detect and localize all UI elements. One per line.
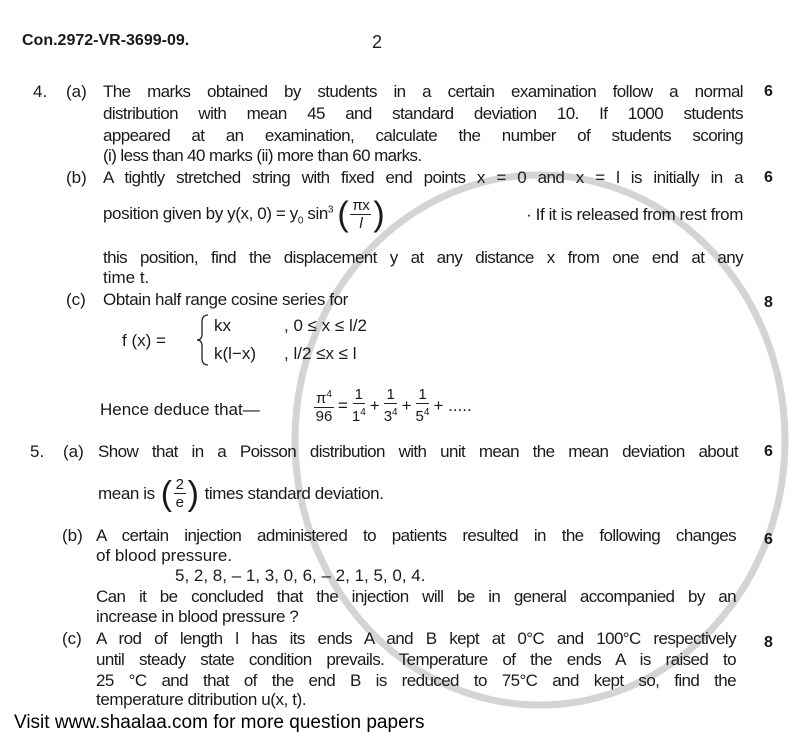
formula-text: sin bbox=[303, 203, 328, 223]
denominator: l bbox=[359, 215, 363, 232]
part-label: (c) bbox=[62, 629, 82, 648]
fraction bbox=[350, 197, 371, 232]
numerator bbox=[314, 386, 334, 408]
question-text: Obtain half range cosine series for bbox=[103, 290, 348, 309]
fraction bbox=[384, 386, 398, 425]
denominator bbox=[352, 404, 366, 425]
superscript: 4 bbox=[326, 389, 332, 400]
marks: 6 bbox=[764, 531, 773, 548]
marks: 6 bbox=[764, 443, 773, 460]
question-text: increase in blood pressure ? bbox=[96, 607, 299, 626]
numerator: 1 bbox=[354, 386, 363, 403]
question-text: A certain injection administered to patients resulted in the following changes bbox=[96, 526, 736, 545]
formula-text: mean is bbox=[98, 483, 155, 503]
question-text: until steady state condition prevails. Temperature of the ends A is raised to bbox=[96, 650, 736, 669]
marks: 8 bbox=[764, 294, 773, 311]
question-text: (i) less than 40 marks (ii) more than 60 marks. bbox=[103, 146, 422, 165]
footer-link-text: Visit www.shaalaa.com for more question papers bbox=[14, 712, 425, 733]
denominator bbox=[384, 404, 398, 425]
denominator bbox=[416, 404, 430, 425]
case-expression: k(l−x) bbox=[214, 344, 257, 363]
question-number: 4. bbox=[33, 82, 48, 101]
brace-icon bbox=[196, 314, 210, 366]
plus: + bbox=[369, 395, 380, 415]
superscript: 4 bbox=[360, 407, 366, 418]
superscript: 4 bbox=[423, 407, 430, 418]
formula-text: times standard deviation. bbox=[204, 483, 384, 503]
marks: 6 bbox=[764, 83, 773, 100]
question-text: Show that in a Poisson distribution with unit mean the mean deviation about bbox=[98, 442, 738, 461]
question-number: 5. bbox=[30, 442, 45, 461]
question-text: 25 °C and that of the end B is reduced to 75°C and kept so, find the bbox=[96, 671, 736, 690]
part-label: (a) bbox=[66, 82, 87, 101]
numerator: 1 bbox=[386, 386, 395, 403]
fraction bbox=[174, 476, 186, 511]
left-paren: ( bbox=[160, 474, 172, 513]
question-text-formula bbox=[103, 197, 743, 232]
formula-text: · If it is released from rest from bbox=[526, 204, 743, 224]
formula-text: position given by y(x, 0) = y bbox=[103, 203, 298, 223]
part-label: (a) bbox=[63, 442, 84, 461]
question-text: A tightly stretched string with fixed end points x = 0 and x = l is initially in a bbox=[103, 168, 743, 187]
equals: = bbox=[337, 395, 348, 415]
data-values: 5, 2, 8, – 1, 3, 0, 6, – 2, 1, 5, 0, 4. bbox=[175, 566, 426, 585]
case-condition: , 0 ≤ x ≤ l/2 bbox=[284, 316, 367, 335]
ellipsis: + ..... bbox=[433, 395, 472, 415]
numerator: 2 bbox=[175, 476, 184, 493]
page-number: 2 bbox=[372, 32, 383, 52]
case-condition: , l/2 ≤x ≤ l bbox=[284, 344, 357, 363]
question-text: temperature ditribution u(x, t). bbox=[96, 690, 307, 709]
question-text: distribution with mean 45 and standard deviation 10. If 1000 students bbox=[103, 104, 743, 123]
numerator: πx bbox=[352, 197, 370, 214]
case-expression: kx bbox=[214, 316, 231, 335]
question-text: appeared at an examination, calculate the number of students scoring bbox=[103, 126, 743, 145]
fraction bbox=[314, 386, 334, 425]
document-code: Con.2972-VR-3699-09. bbox=[22, 32, 190, 49]
subscript: 0 bbox=[297, 215, 304, 227]
base: 1 bbox=[351, 408, 361, 425]
superscript: 3 bbox=[327, 204, 334, 216]
question-text: Can it be concluded that the injection will be in general accompanied by an bbox=[96, 587, 736, 606]
denominator: 96 bbox=[315, 408, 333, 425]
base: 3 bbox=[383, 408, 393, 425]
question-text: The marks obtained by students in a certain examination follow a normal bbox=[103, 82, 743, 101]
question-text: Hence deduce that— bbox=[100, 400, 260, 419]
right-paren: ) bbox=[187, 474, 199, 513]
question-text-formula bbox=[98, 476, 384, 511]
pi: π bbox=[316, 390, 327, 407]
base: 5 bbox=[415, 408, 424, 425]
question-text: time t. bbox=[103, 268, 150, 287]
denominator: e bbox=[175, 494, 184, 511]
marks: 6 bbox=[764, 169, 773, 186]
marks: 8 bbox=[764, 634, 773, 651]
part-label: (b) bbox=[66, 168, 87, 187]
series-formula bbox=[312, 386, 472, 425]
function-name: f (x) = bbox=[122, 331, 166, 350]
right-paren: ) bbox=[373, 195, 385, 234]
question-text: A rod of length l has its ends A and B kept at 0°C and 100°C respectively bbox=[96, 629, 736, 648]
question-text: this position, find the displacement y at any distance x from one end at any bbox=[103, 248, 743, 267]
plus: + bbox=[401, 395, 412, 415]
question-text: of blood pressure. bbox=[96, 546, 233, 565]
superscript: 4 bbox=[392, 407, 398, 418]
numerator: 1 bbox=[418, 386, 427, 403]
fraction bbox=[416, 386, 430, 425]
fraction bbox=[352, 386, 366, 425]
part-label: (b) bbox=[62, 526, 83, 545]
part-label: (c) bbox=[66, 290, 86, 309]
left-paren: ( bbox=[337, 195, 349, 234]
